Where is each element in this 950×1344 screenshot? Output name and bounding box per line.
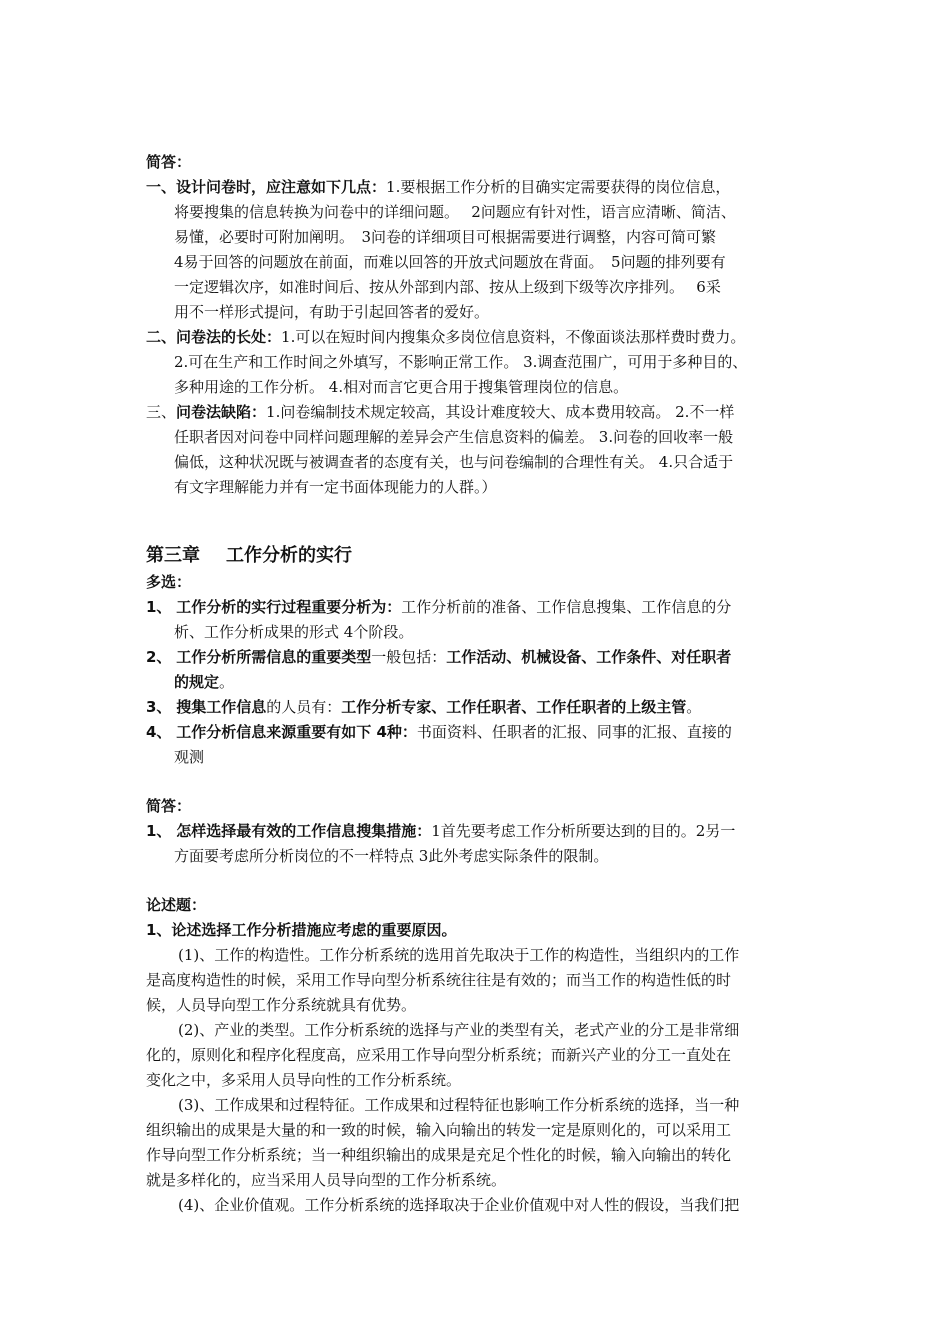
item-line: 析、工作分析成果的形式 4个阶段。: [174, 623, 414, 641]
section-heading-short-answer: 简答：: [146, 153, 192, 171]
paragraph-line: (1)、工作的构造性。工作分析系统的选用首先取决于工作的构造性，当组织内的工作: [178, 946, 740, 964]
answer-line: 一定逻辑次序，如准时间后、按从外部到内部、按从上级到下级等次序排列。 6采: [174, 278, 721, 296]
item-title: 工作分析所需信息的重要类型: [176, 648, 372, 666]
answer-line: 2.可在生产和工作时间之外填写，不影响正常工作。 3.调查范围广，可用于多种目的、: [174, 353, 748, 371]
list-item: [146, 819, 810, 869]
question-block-1: [146, 175, 810, 325]
item-number: 4、: [146, 723, 172, 741]
item-number: 1、: [146, 598, 172, 616]
question-number: 三、: [146, 403, 177, 421]
question-number: 一、: [146, 178, 177, 196]
question-block-3: [146, 400, 810, 500]
chapter-name: 工作分析的实行: [226, 545, 352, 566]
item-text: 1首先要考虑工作分析所要达到的目的。2另一: [431, 822, 736, 840]
section-heading-essay: 论述题：: [146, 896, 207, 914]
item-title: 怎样选择最有效的工作信息搜集措施：: [176, 822, 432, 840]
item-bold-text: 的规定: [174, 673, 220, 691]
item-text: 书面资料、任职者的汇报、同事的汇报、直接的: [416, 723, 732, 741]
answer-text: 1.要根据工作分析的目确实定需要获得的岗位信息，: [386, 178, 731, 196]
list-item: [146, 695, 810, 720]
item-title: 搜集工作信息: [176, 698, 267, 716]
chapter-title: [146, 542, 810, 570]
essay-paragraph-1: [146, 943, 810, 1018]
essay-question: 1、论述选择工作分析措施应考虑的重要原因。: [146, 921, 457, 939]
item-text: 工作分析前的准备、工作信息搜集、工作信息的分: [401, 598, 732, 616]
item-text: 。: [686, 698, 702, 716]
item-text: 。: [219, 673, 235, 691]
answer-line: 偏低，这种状况既与被调查者的态度有关，也与问卷编制的合理性有关。 4.只合适于: [174, 453, 734, 471]
answer-line: 任职者因对问卷中同样问题理解的差异会产生信息资料的偏差。 3.问卷的回收率一般: [174, 428, 734, 446]
paragraph-line: (4)、企业价值观。工作分析系统的选择取决于企业价值观中对人性的假设，当我们把: [178, 1196, 740, 1214]
paragraph-line: (2)、产业的类型。工作分析系统的选择与产业的类型有关，老式产业的分工是非常细: [178, 1021, 740, 1039]
answer-text: 1.问卷编制技术规定较高，其设计难度较大、成本费用较高。 2.不一样: [266, 403, 735, 421]
item-bold-text: 工作分析专家、工作任职者、工作任职者的上级主管: [341, 698, 687, 716]
item-line: 观测: [174, 748, 205, 766]
list-item: [146, 645, 810, 695]
answer-line: 用不一样形式提问，有助于引起回答者的爱好。: [174, 303, 490, 321]
answer-text: 1.可以在短时间内搜集众多岗位信息资料，不像面谈法那样费时费力。: [281, 328, 746, 346]
paragraph-line: 变化之中，多采用人员导向性的工作分析系统。: [146, 1071, 462, 1089]
question-block-2: [146, 325, 810, 400]
paragraph-line: 候，人员导向型工作分系统就具有优势。: [146, 996, 417, 1014]
paragraph-line: (3)、工作成果和过程特征。工作成果和过程特征也影响工作分析系统的选择，当一种: [178, 1096, 740, 1114]
paragraph-line: 组织输出的成果是大量的和一致的时候，输入向输出的转发一定是原则化的，可以采用工: [146, 1121, 732, 1139]
list-item: [146, 595, 810, 645]
answer-line: 4易于回答的问题放在前面，而难以回答的开放式问题放在背面。 5问题的排列要有: [174, 253, 726, 271]
paragraph-line: 作导向型工作分析系统；当一种组织输出的成果是充足个性化的时候，输入向输出的转化: [146, 1146, 732, 1164]
answer-line: 多种用途的工作分析。 4.相对而言它更合用于搜集管理岗位的信息。: [174, 378, 629, 396]
item-text: 一般包括：: [371, 648, 447, 666]
essay-paragraph-4: [146, 1193, 810, 1218]
list-item: [146, 720, 810, 770]
question-title: 问卷法的长处：: [176, 328, 282, 346]
item-text: 的人员有：: [266, 698, 342, 716]
section-heading-short-answer-2: 简答：: [146, 797, 192, 815]
item-number: 1、: [146, 822, 172, 840]
item-number: 3、: [146, 698, 172, 716]
item-title: 工作分析的实行过程重要分析为：: [176, 598, 402, 616]
paragraph-line: 化的，原则化和程序化程度高，应采用工作导向型分析系统；而新兴产业的分工一直处在: [146, 1046, 732, 1064]
essay-paragraph-2: [146, 1018, 810, 1093]
question-title: 设计问卷时，应注意如下几点：: [176, 178, 387, 196]
section-heading-multiple-choice: 多选：: [146, 573, 192, 591]
chapter-number: 第三章: [146, 545, 200, 566]
question-title: 问卷法缺陷：: [176, 403, 267, 421]
paragraph-line: 是高度构造性的时候，采用工作导向型分析系统往往是有效的；而当工作的构造性低的时: [146, 971, 732, 989]
item-title: 工作分析信息来源重要有如下 4种：: [176, 723, 417, 741]
answer-line: 将要搜集的信息转换为问卷中的详细问题。 2问题应有针对性，语言应清晰、简洁、: [174, 203, 736, 221]
answer-line: 易懂，必要时可附加阐明。 3问卷的详细项目可根据需要进行调整，内容可简可繁: [174, 228, 717, 246]
item-bold-text: 工作活动、机械设备、工作条件、对任职者: [446, 648, 732, 666]
paragraph-line: 就是多样化的，应当采用人员导向型的工作分析系统。: [146, 1171, 507, 1189]
answer-line: 有文字理解能力并有一定书面体现能力的人群。）: [174, 478, 497, 496]
item-number: 2、: [146, 648, 172, 666]
item-line: 方面要考虑所分析岗位的不一样特点 3此外考虑实际条件的限制。: [174, 847, 609, 865]
question-number: 二、: [146, 328, 177, 346]
essay-paragraph-3: [146, 1093, 810, 1193]
document-body: [146, 150, 810, 1218]
